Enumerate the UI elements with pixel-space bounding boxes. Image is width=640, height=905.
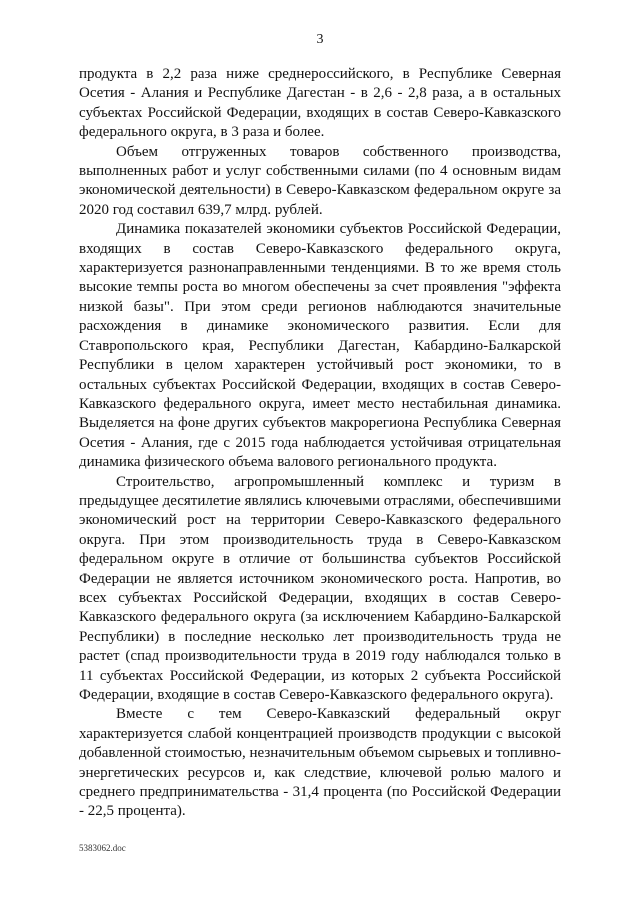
footer-filename: 5383062.doc — [79, 843, 126, 853]
document-body — [79, 65, 561, 822]
page-number: 3 — [316, 32, 324, 47]
paragraph-4: Строительство, агропромышленный комплекс и туризм в предыдущее десятилетие являлись ключевыми отраслями, обеспечившими экономический рост на территории Северо-Кавказского федерального округа. При этом производительность труда в Северо-Кавказском федеральном округе в отличие от большинства субъектов Российской Федерации не является источником экономического роста. Напротив, во всех субъектах Российской Федерации, входящих в состав Северо-Кавказского федерального округа (за исключением Кабардино-Балкарской Республики) в последние несколько лет производительность труда не растет (спад производительности труда в 2019 году наблюдался только в 11 субъектах Российской Федерации, из которых 2 субъекта Российской Федерации, входящие в состав Северо-Кавказского федерального округа). — [79, 473, 561, 703]
paragraph-2: Объем отгруженных товаров собственного производства, выполненных работ и услуг собственными силами (по 4 основным видам экономической деятельности) в Северо-Кавказском федеральном округе за 2020 год составил 639,7 млрд. рублей. — [79, 143, 561, 218]
paragraph-3: Динамика показателей экономики субъектов Российской Федерации, входящих в состав Северо-Кавказского федерального округа, характеризуется разнонаправленными тенденциями. В то же время столь высокие темпы роста во многом обеспечены за счет проявления "эффекта низкой базы". При этом среди регионов наблюдаются значительные расхождения в динамике экономического развития. Если для Ставропольского края, Республики Дагестан, Кабардино-Балкарской Республики в целом характерен устойчивый рост экономики, то в остальных субъектах Российской Федерации, входящих в состав Северо-Кавказского федерального округа, имеет место нестабильная динамика. Выделяется на фоне других субъектов макрорегиона Республика Северная Осетия - Алания, где с 2015 года наблюдается устойчивая отрицательная динамика физического объема валового регионального продукта. — [79, 221, 561, 471]
paragraph-1: продукта в 2,2 раза ниже среднероссийского, в Республике Северная Осетия - Алания и Республике Дагестан - в 2,6 - 2,8 раза, а в остальных субъектах Российской Федерации, входящих в состав Северо-Кавказского федерального округа, в 3 раза и более. — [79, 66, 561, 141]
paragraph-5: Вместе с тем Северо-Кавказский федеральный округ характеризуется слабой концентрацией производств продукции с высокой добавленной стоимостью, незначительным объемом сырьевых и топливно-энергетических ресурсов и, как следствие, ключевой ролью малого и среднего предпринимательства - 31,4 процента (по Российской Федерации - 22,5 процента). — [79, 706, 561, 820]
